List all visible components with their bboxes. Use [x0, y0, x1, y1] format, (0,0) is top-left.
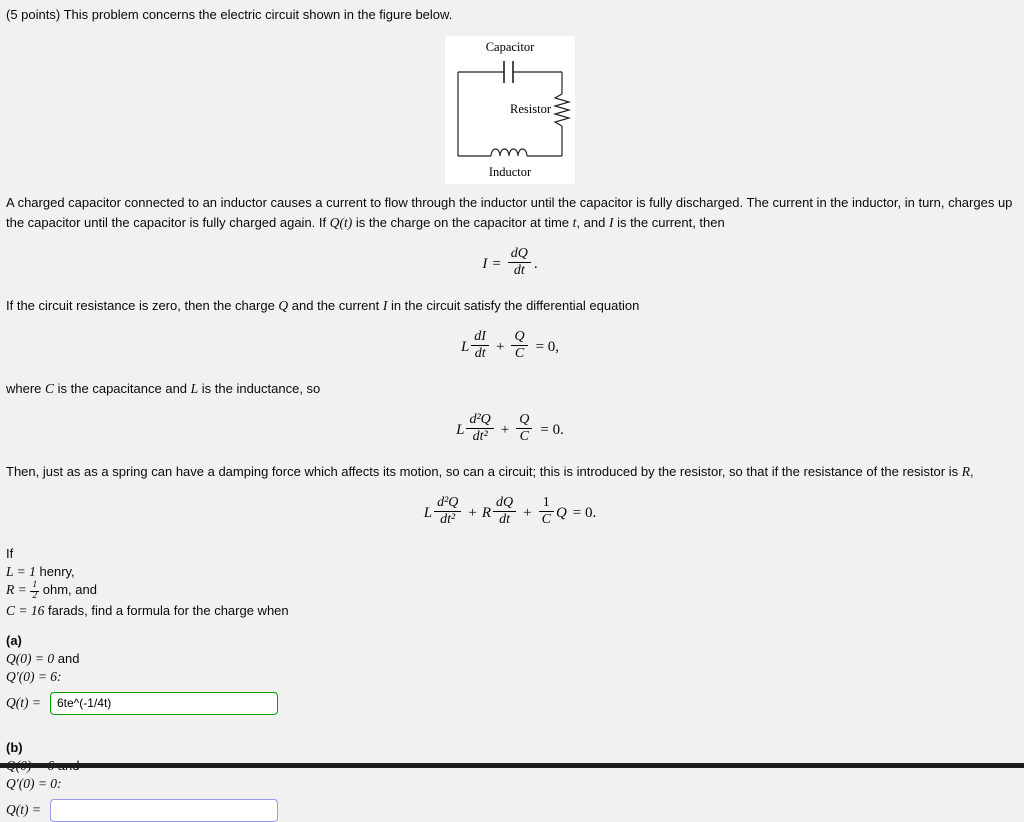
given-if-line [6, 545, 1014, 563]
fraction-numerator: Q [514, 328, 525, 344]
fraction-numerator: Q [519, 411, 530, 427]
fraction-denominator: dt² [434, 511, 461, 528]
text-segment: A charged capacitor connected to an inductor causes a current to flow through the inductor until the capacitor is fully discharged. The current in the inductor, in turn, charges up the capacitor until the capacitor is fully charged again. If [6, 195, 1013, 230]
fraction [466, 412, 493, 445]
math-expression: Q(0) = 0 [6, 650, 55, 666]
math-var: I [608, 214, 614, 230]
answer-label: Q(t) = [6, 695, 41, 711]
text-segment: is the inductance, so [198, 380, 321, 396]
text-segment: in the circuit satisfy the differential equation [387, 297, 640, 313]
paragraph-intro [6, 194, 1014, 233]
capacitor-icon [504, 61, 513, 83]
equals-sign: = [492, 255, 501, 272]
text-segment: and the current [288, 297, 383, 313]
fraction-numerator: dI [474, 328, 486, 344]
equation-rlc [6, 494, 1014, 530]
part-b-label: (b) [6, 739, 23, 755]
math-expression: C = 16 [6, 602, 45, 618]
given-resistance-line [6, 581, 1014, 602]
text-segment: farads, find a formula for the charge when [48, 602, 289, 618]
text-segment: and [57, 650, 80, 666]
fraction-numerator: 1 [32, 580, 38, 590]
fraction-denominator: C [516, 428, 532, 445]
fraction-denominator: 2 [32, 590, 38, 601]
answer-label: Q(t) = [6, 802, 41, 818]
fraction [516, 412, 532, 445]
math-var: I [482, 255, 488, 272]
given-capacitance-line [6, 602, 1014, 620]
part-a [6, 632, 1014, 715]
paragraph-capacitance [6, 379, 1014, 399]
part-a-answer-row [6, 692, 1014, 715]
problem-header: (5 points) This problem concerns the electric circuit shown in the figure below. [6, 7, 453, 22]
fraction-numerator: 1 [542, 494, 550, 510]
resistor-icon [555, 94, 569, 126]
bottom-bar [0, 763, 1024, 768]
equation-second-order [6, 411, 1014, 447]
text-segment: , [969, 463, 974, 479]
equals-zero: = 0. [540, 421, 564, 438]
circuit-figure [445, 36, 575, 184]
small-fraction [30, 581, 39, 602]
text-segment: ohm, and [42, 581, 97, 597]
fraction [493, 495, 516, 528]
text-segment: henry, [39, 563, 75, 579]
part-b-condition-2 [6, 775, 1014, 793]
fraction [434, 495, 461, 528]
fraction-denominator: dt [508, 262, 531, 279]
fraction-denominator: dt [471, 345, 489, 362]
fraction [539, 495, 554, 528]
fraction-numerator: dQ [496, 494, 514, 510]
part-a-condition-2 [6, 668, 1014, 686]
text-segment: is the charge on the capacitor at time [352, 214, 573, 230]
fraction-numerator: d²Q [469, 411, 491, 427]
fraction-denominator: dt² [466, 428, 493, 445]
resistor-label: Resistor [510, 102, 551, 116]
text-segment: where [6, 380, 46, 396]
math-var: I [382, 297, 388, 313]
text-segment: If [6, 545, 14, 561]
equals-zero: = 0. [572, 504, 597, 521]
equation-current [6, 245, 1014, 281]
fraction-denominator: C [511, 345, 527, 362]
answer-input-a[interactable] [50, 692, 278, 715]
fraction-denominator: dt [493, 511, 516, 528]
math-expression: R = [6, 581, 27, 597]
circuit-diagram [445, 36, 575, 184]
fraction [471, 329, 489, 362]
math-var: Q [278, 297, 289, 313]
math-var: C [45, 380, 55, 396]
plus-sign: + [495, 338, 505, 355]
math-var: t [572, 214, 577, 230]
plus-sign: + [500, 421, 510, 438]
given-inductance-line [6, 563, 1014, 581]
equation-first-order [6, 328, 1014, 364]
math-var: Q [555, 504, 567, 521]
math-var: R [481, 504, 492, 521]
equals-zero: = 0, [535, 338, 560, 355]
fraction [511, 329, 527, 362]
math-expression: L = 1 [6, 563, 36, 579]
inductor-icon [491, 149, 527, 156]
part-a-label: (a) [6, 632, 22, 648]
capacitor-label: Capacitor [485, 40, 535, 54]
text-segment: Then, just as as a spring can have a damping force which affects its motion, so can a circuit; this is introduced by the resistor, so that if the resistance of the resistor is [6, 463, 962, 479]
math-var: L [190, 380, 199, 396]
math-var: L [456, 421, 465, 438]
math-var: L [423, 504, 433, 521]
paragraph-damping [6, 462, 1014, 482]
fraction-numerator: d²Q [437, 494, 459, 510]
text-segment: , and [576, 214, 609, 230]
math-expression: Q′(0) = 0: [6, 775, 62, 791]
fraction-denominator: C [539, 511, 554, 528]
plus-sign: + [468, 504, 477, 521]
part-b-answer-row [6, 799, 1014, 822]
part-b [6, 739, 1014, 822]
math-var: Q(t) [329, 214, 353, 230]
inductor-label: Inductor [488, 165, 532, 179]
paragraph-zero-resistance [6, 296, 1014, 316]
part-a-condition-1 [6, 650, 1014, 668]
punctuation: . [533, 255, 538, 272]
answer-input-b[interactable] [50, 799, 278, 822]
fraction [508, 246, 531, 279]
text-segment: is the current, then [613, 214, 725, 230]
plus-sign: + [523, 504, 532, 521]
math-expression: Q′(0) = 6: [6, 668, 62, 684]
text-segment: If the circuit resistance is zero, then the charge [6, 297, 279, 313]
math-var: L [460, 338, 470, 355]
text-segment: is the capacitance and [54, 380, 191, 396]
math-var: R [961, 463, 970, 479]
given-values [6, 545, 1014, 620]
fraction-numerator: dQ [510, 245, 528, 261]
